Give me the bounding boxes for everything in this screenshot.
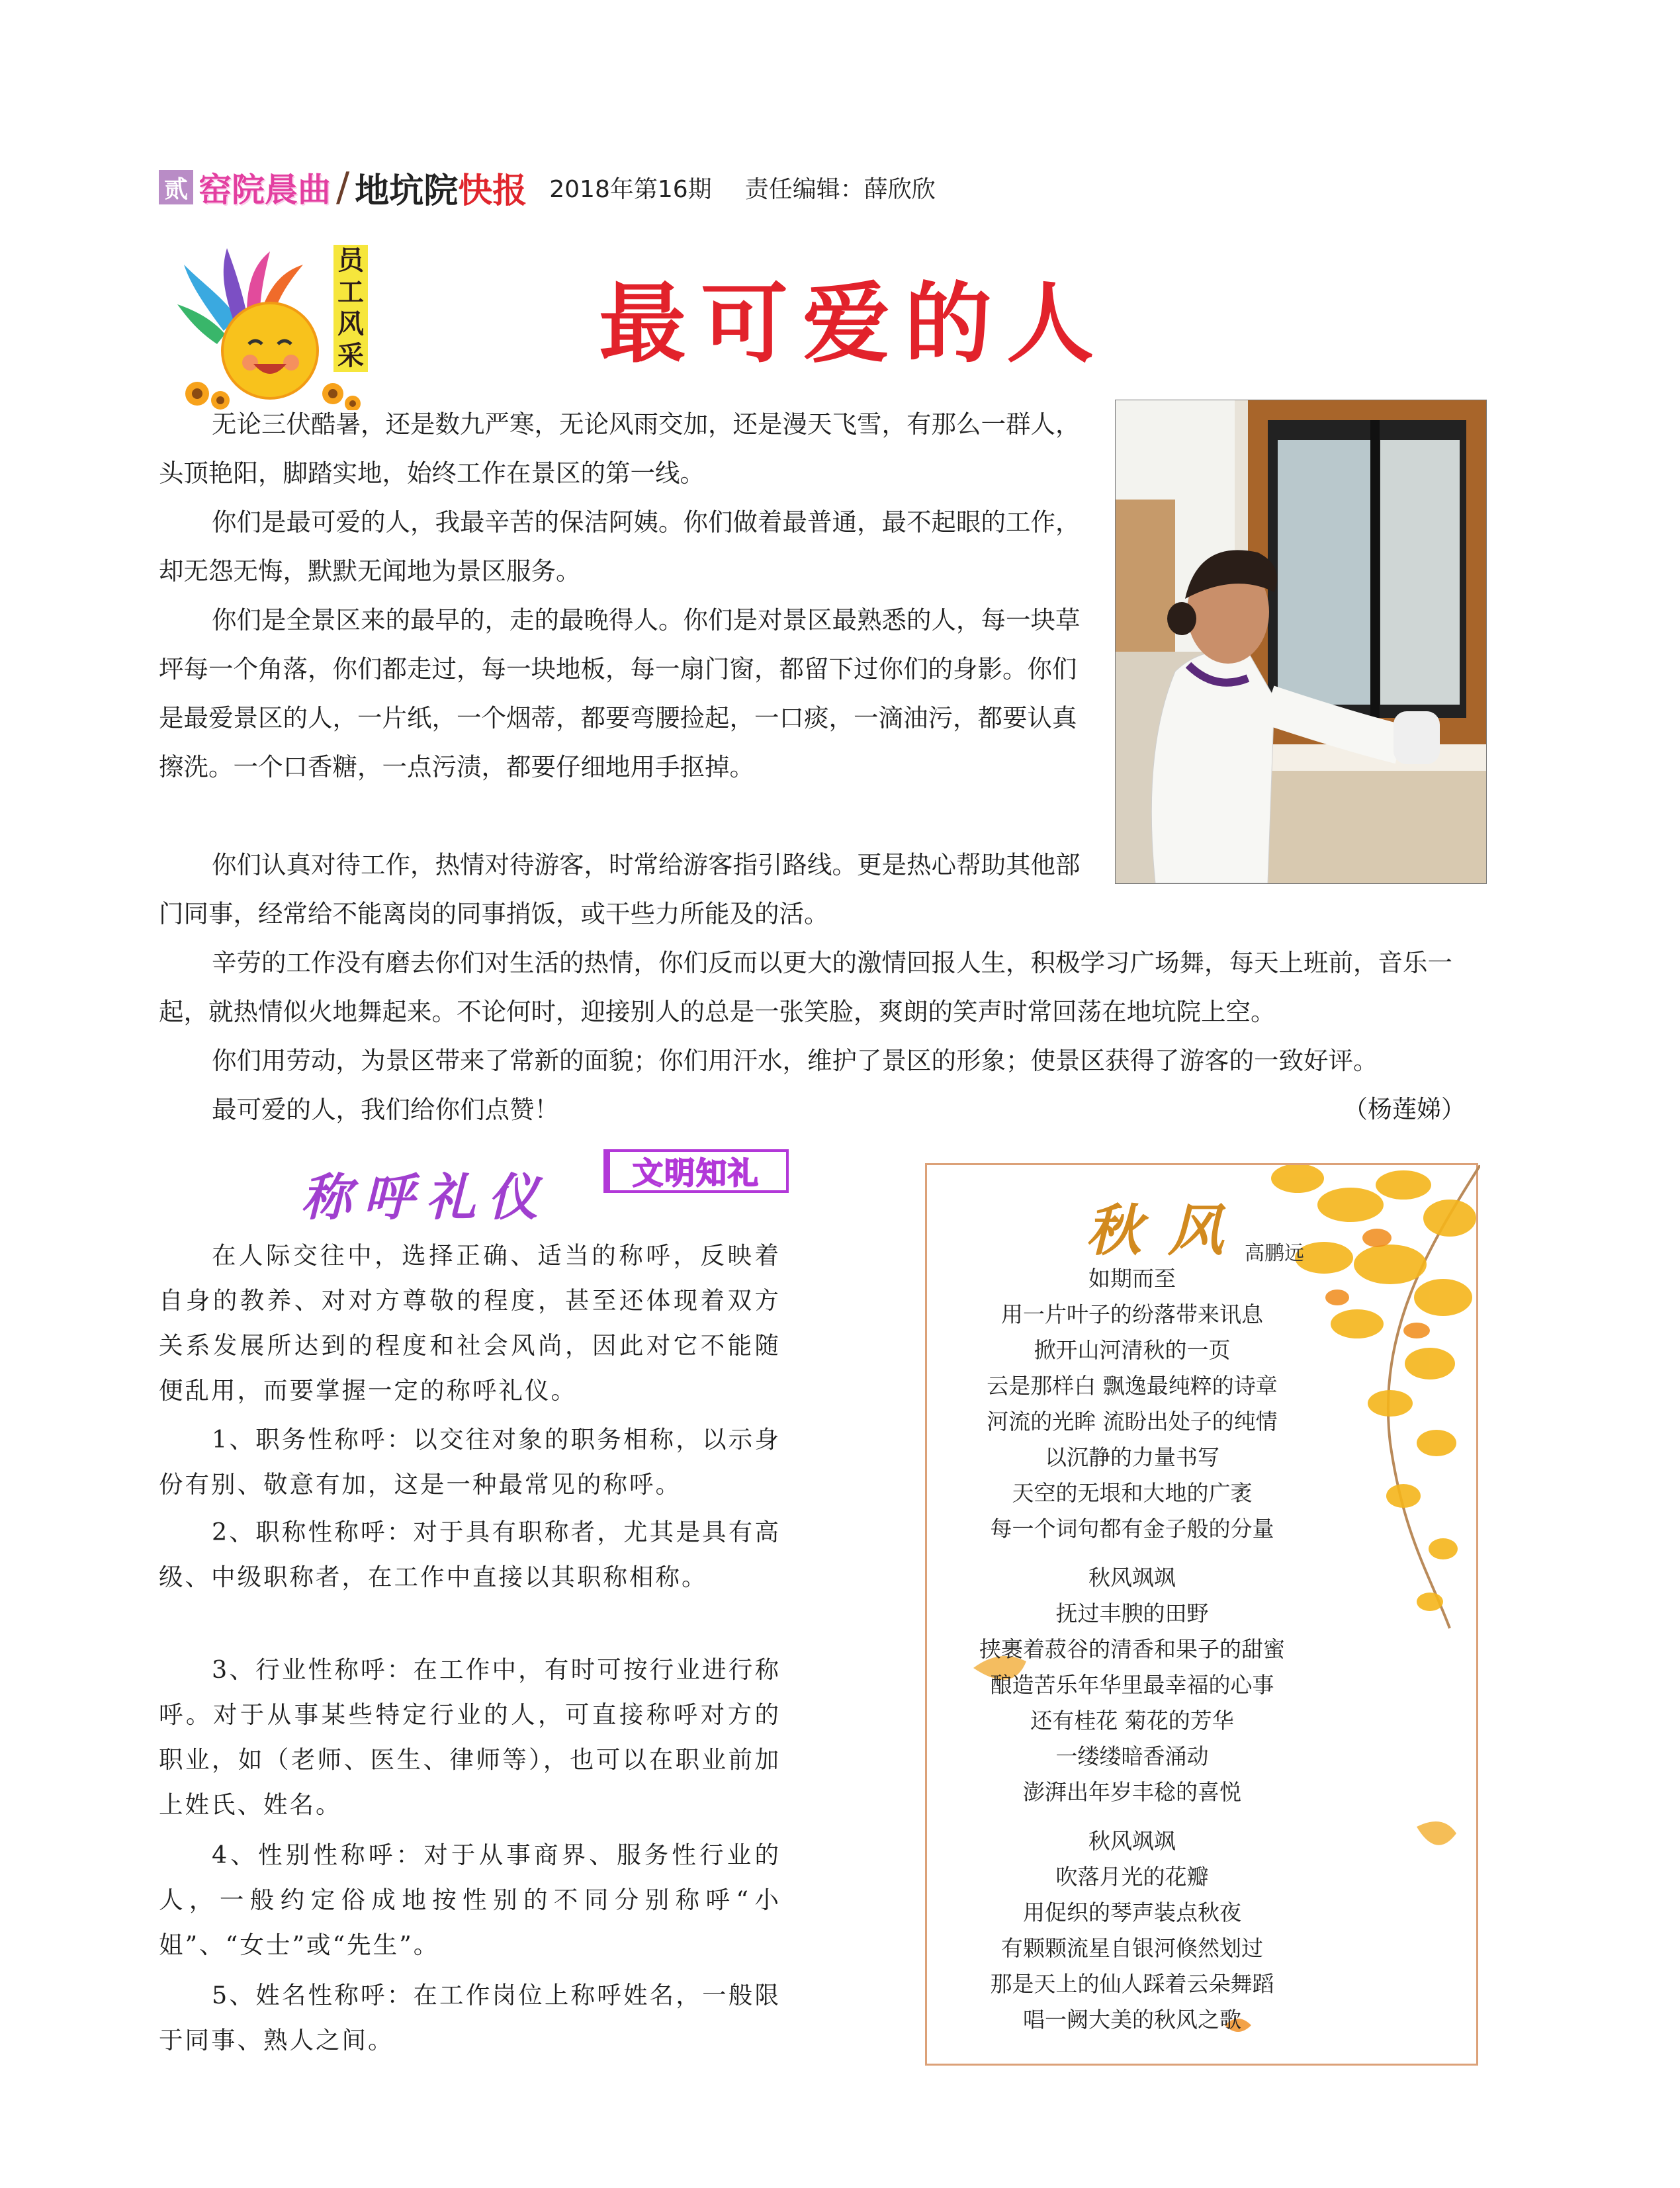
section-name-part2: 快报 <box>458 171 527 211</box>
poem-line-6: 以沉静的力量书写 <box>1045 1444 1219 1470</box>
poem-line-18: 用促织的琴声装点秋夜 <box>1023 1900 1241 1925</box>
article2-paragraph-3: 3、行业性称呼：在工作中，有时可按行业进行称呼。对于从事某些特定行业的人，可直接称呼对方的职业，如（老师、医生、律师等），也可以在职业前加上姓氏、姓名。 <box>159 1655 781 1819</box>
article1-paragraph-5: 辛劳的工作没有磨去你们对生活的热情，你们反而以更大的激情回报人生，积极学习广场舞，每天上班前，音乐一起，就热情似火地舞起来。不论何时，迎接别人的总是一张笑脸，爽朗的笑声时常回荡在地坑院上空。 <box>159 948 1452 1026</box>
poem-line-2: 用一片叶子的纷落带来讯息 <box>1001 1301 1263 1327</box>
article2-paragraph-2: 2、职称性称呼：对于具有职称者，尤其是具有高级、中级职称者，在工作中直接以其职称相称。 <box>159 1518 781 1591</box>
article1-paragraph-2: 你们是最可爱的人，我最辛苦的保洁阿姨。你们做着最普通，最不起眼的工作，却无怨无悔，默默无闻地为景区服务。 <box>159 507 1081 586</box>
poem-line-19: 有颗颗流星自银河倏然划过 <box>1001 1935 1263 1961</box>
poem-line-1: 如期而至 <box>1088 1266 1176 1291</box>
masthead-slash: / <box>336 164 350 210</box>
article-title: 最可爱的人 <box>599 273 1108 375</box>
poem-line-11: 挟裹着菽谷的清香和果子的甜蜜 <box>979 1636 1285 1662</box>
issue-number: 2018年第16期 <box>549 175 712 203</box>
poem-line-13: 还有桂花 菊花的芳华 <box>1030 1708 1234 1733</box>
poem-line-10: 抚过丰腴的田野 <box>1055 1600 1209 1626</box>
article2-paragraph-5: 5、姓名性称呼：在工作岗位上称呼姓名，一般限于同事、熟人之间。 <box>159 1981 781 2054</box>
poem-title: 秋风 <box>1086 1198 1251 1263</box>
section-name <box>355 163 527 212</box>
section-name-part1: 地坑院 <box>355 171 459 211</box>
article2-paragraph-1: 1、职务性称呼：以交往对象的职务相称，以示身份有别、敬意有加，这是一种最常见的称呼。 <box>159 1425 781 1499</box>
article1-paragraph-3: 你们是全景区来的最早的，走的最晚得人。你们是对景区最熟悉的人，每一块草坪每一个角落，你们都走过，每一块地板，每一扇门窗，都留下过你们的身影。你们是最爱景区的人，一片纸，一个烟蒂，都要弯腰捡起，一口痰，一滴油污，都要认真擦洗。一个口香糖，一点污渍，都要仔细地用手抠掉。 <box>159 605 1081 781</box>
poem-line-15: 澎湃出年岁丰稔的喜悦 <box>1023 1779 1241 1805</box>
poem-line-16: 秋风飒飒 <box>1088 1828 1176 1854</box>
article1-paragraph-4: 你们认真对待工作，热情对待游客，时常给游客指引路线。更是热心帮助其他部门同事，经常给不能离岗的同事捎饭，或干些力所能及的活。 <box>159 850 1081 928</box>
poem-line-21: 唱一阙大美的秋风之歌 <box>1023 2007 1241 2033</box>
article1-paragraph-6: 你们用劳动，为景区带来了常新的面貌；你们用汗水，维护了景区的形象；使景区获得了游客的一致好评。 <box>212 1046 1378 1075</box>
civility-tag: 文明知礼 <box>603 1149 789 1193</box>
poem-box <box>925 1163 1478 2066</box>
poem-line-3: 掀开山河清秋的一页 <box>1034 1337 1231 1363</box>
poem-line-20: 那是天上的仙人踩着云朵舞蹈 <box>990 1971 1274 1997</box>
article2-paragraph-intro: 在人际交往中，选择正确、适当的称呼，反映着自身的教养、对对方尊敬的程度，甚至还体现着双方关系发展所达到的程度和社会风尚，因此对它不能随便乱用，而要掌握一定的称呼礼仪。 <box>159 1241 781 1405</box>
poem-line-7: 天空的无垠和大地的广袤 <box>1012 1480 1253 1506</box>
poem-line-8: 每一个词句都有金子般的分量 <box>990 1516 1274 1542</box>
article1-paragraph-7: 最可爱的人，我们给你们点赞！ <box>212 1095 559 1124</box>
staff-style-badge <box>177 245 369 410</box>
editor-credit: 责任编辑：薛欣欣 <box>744 175 936 203</box>
poem-line-12: 酿造苦乐年华里最幸福的心事 <box>990 1672 1274 1698</box>
article1-paragraph-1: 无论三伏酷暑，还是数九严寒，无论风雨交加，还是漫天飞雪，有那么一群人，头顶艳阳，脚踏实地，始终工作在景区的第一线。 <box>159 410 1081 488</box>
section-number-badge: 贰 <box>159 170 193 204</box>
etiquette-title: 称呼礼仪 <box>301 1168 550 1227</box>
poem-line-17: 吹落月光的花瓣 <box>1055 1864 1209 1890</box>
newspaper-name: 窑院晨曲 <box>199 171 331 209</box>
poem-line-5: 河流的光眸 流盼出处子的纯情 <box>987 1409 1278 1434</box>
article2-paragraph-4: 4、性别性称呼：对于从事商界、服务性行业的人，一般约定俗成地按性别的不同分别称呼“小姐”、“女士”或“先生”。 <box>159 1841 781 1959</box>
masthead <box>159 164 936 210</box>
cleaner-wiping-window-image <box>1116 400 1486 883</box>
staff-style-label: 员工风采 <box>333 245 368 372</box>
poem-line-4: 云是那样白 飘逸最纯粹的诗章 <box>987 1373 1278 1399</box>
article1-author: （杨莲娣） <box>1343 1095 1466 1123</box>
cleaner-photo <box>1115 400 1487 884</box>
poem-line-9: 秋风飒飒 <box>1088 1565 1176 1591</box>
poem-line-14: 一缕缕暗香涌动 <box>1055 1743 1209 1769</box>
poem-author: 高鹏远 <box>1245 1242 1304 1265</box>
